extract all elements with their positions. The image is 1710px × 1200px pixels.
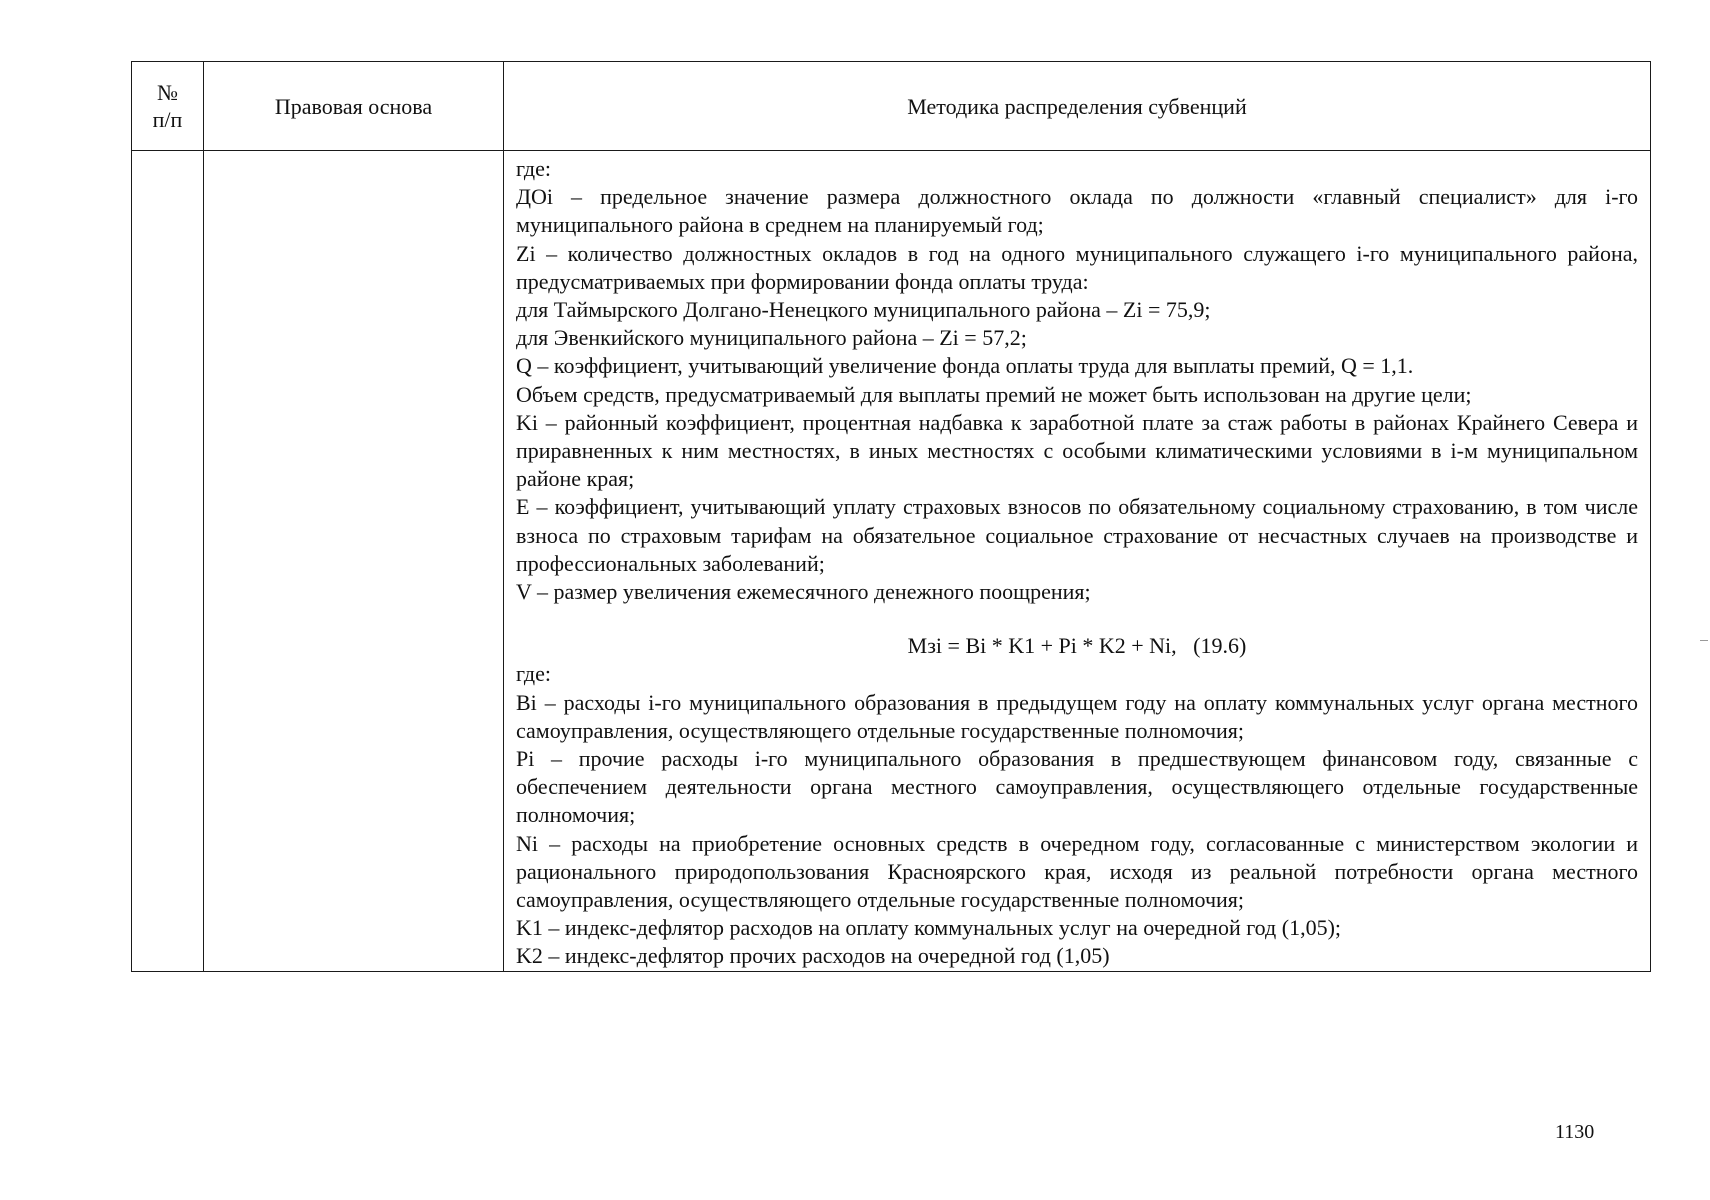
paragraph: где: (516, 156, 551, 181)
paragraph: K1 – индекс-дефлятор расходов на оплату коммунальных услуг на очередной год (1,05); (516, 915, 1342, 941)
paragraph: где: (516, 661, 551, 687)
number-cell (132, 151, 204, 972)
paragraph: Ni – расходы на приобретение основных средств в очередном году, согласованные с министерством экологии и рационального природопользования Красноярского края, исходя из реальной потребности органа местного самоуправления, осуществляющего отдельные государственные полномочия; (516, 830, 1638, 913)
header-methodology: Методика распределения субвенций (504, 62, 1651, 151)
methodology-cell (504, 151, 1651, 972)
paragraph: V – размер увеличения ежемесячного денежного поощрения; (516, 579, 1091, 605)
formula: Mзi = Bi * K1 + Pi * K2 + Ni, (19.6) (907, 633, 1247, 659)
document-table (131, 61, 1651, 972)
table-body-row (132, 151, 1651, 972)
paragraph: для Таймырского Долгано-Ненецкого муниципального района – Zi = 75,9; (516, 297, 1211, 323)
paragraph: Q – коэффициент, учитывающий увеличение фонда оплаты труда для выплаты премий, Q = 1,1. (516, 353, 1414, 379)
paragraph: для Эвенкийского муниципального района – Zi = 57,2; (516, 325, 1027, 351)
paragraph: Zi – количество должностных окладов в год на одного муниципального служащего i-го муниципального района, предусматриваемых при формировании фонда оплаты труда: (516, 240, 1638, 294)
legal-basis-cell (204, 151, 504, 972)
table-header-row (132, 62, 1651, 151)
paragraph: ДОi – предельное значение размера должностного оклада по должности «главный специалист» для i-го муниципального района в среднем на планируемый год; (516, 184, 1638, 238)
header-number-text: № п/п (152, 80, 183, 132)
paragraph: Объем средств, предусматриваемый для выплаты премий не может быть использован на другие цели; (516, 381, 1472, 407)
paragraph: K2 – индекс-дефлятор прочих расходов на очередной год (1,05) (516, 943, 1110, 969)
header-number (132, 62, 204, 151)
paragraph: E – коэффициент, учитывающий уплату страховых взносов по обязательному социальному страхованию, в том числе взноса по страховым тарифам на обязательное социальное страхование от несчастных случаев на производстве и профессиональных заболеваний; (516, 494, 1638, 576)
margin-mark (1700, 640, 1708, 641)
header-legal-basis: Правовая основа (204, 62, 504, 151)
paragraph: Ki – районный коэффициент, процентная надбавка к заработной плате за стаж работы в районах Крайнего Севера и приравненных к ним местностях, в иных местностях с особыми климатическими условиями в i-м муниципальном районе края; (516, 409, 1638, 492)
paragraph: Bi – расходы i-го муниципального образования в предыдущем году на оплату коммунальных услуг органа местного самоуправления, осуществляющего отдельные государственные полномочия; (516, 689, 1638, 743)
page-number: 1130 (1555, 1121, 1595, 1143)
paragraph: Pi – прочие расходы i-го муниципального образования в предшествующем финансовом году, связанные с обеспечением деятельности органа местного самоуправления, осуществляющего отдельные государственные полномочия; (516, 746, 1638, 828)
